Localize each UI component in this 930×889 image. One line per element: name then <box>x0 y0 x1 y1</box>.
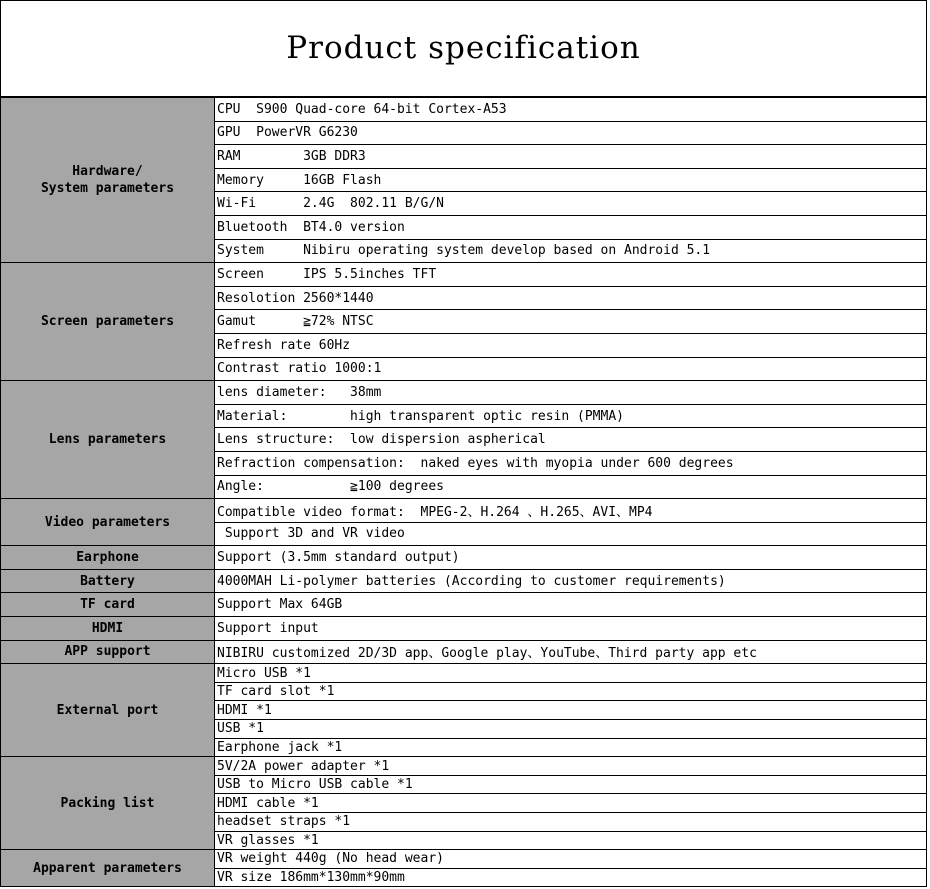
category-cell <box>1 98 215 263</box>
category-cell <box>1 640 215 664</box>
spec-value: NIBIRU customized 2D/3D app、Google play、YouTube、Third party app etc <box>215 640 927 664</box>
spec-value: Compatible video format: MPEG-2、H.264 、H.265、AVI、MP4 <box>215 499 927 523</box>
category-label: Battery <box>80 573 135 589</box>
table-row <box>1 850 927 869</box>
category-cell <box>1 757 215 850</box>
spec-table <box>0 97 927 887</box>
spec-value: HDMI *1 <box>215 701 927 720</box>
spec-value: Contrast ratio 1000:1 <box>215 357 927 381</box>
spec-value: Angle: ≧100 degrees <box>215 475 927 499</box>
spec-value: HDMI cable *1 <box>215 794 927 813</box>
spec-value: TF card slot *1 <box>215 682 927 701</box>
category-label: Earphone <box>76 550 139 566</box>
table-row <box>1 98 927 122</box>
table-row <box>1 263 927 287</box>
category-cell <box>1 617 215 641</box>
category-cell <box>1 381 215 499</box>
category-label: Hardware/ System parameters <box>40 164 175 197</box>
table-row <box>1 593 927 617</box>
spec-value: Earphone jack *1 <box>215 738 927 757</box>
spec-value: GPU PowerVR G6230 <box>215 121 927 145</box>
category-label: External port <box>56 702 159 718</box>
table-row <box>1 664 927 683</box>
spec-value: lens diameter: 38mm <box>215 381 927 405</box>
spec-value: 4000MAH Li-polymer batteries (According to customer requirements) <box>215 569 927 593</box>
table-row <box>1 640 927 664</box>
spec-value: VR size 186mm*130mm*90mm <box>215 868 927 887</box>
spec-value: Refresh rate 60Hz <box>215 333 927 357</box>
category-label: APP support <box>64 644 151 660</box>
spec-value: Micro USB *1 <box>215 664 927 683</box>
spec-value: RAM 3GB DDR3 <box>215 145 927 169</box>
category-label: Video parameters <box>44 514 171 530</box>
category-cell <box>1 499 215 546</box>
spec-value: 5V/2A power adapter *1 <box>215 757 927 776</box>
category-cell <box>1 263 215 381</box>
spec-value: Material: high transparent optic resin (PMMA) <box>215 404 927 428</box>
spec-value: VR weight 440g (No head wear) <box>215 850 927 869</box>
table-row <box>1 569 927 593</box>
category-label: Packing list <box>60 795 155 811</box>
page-title: Product specification <box>286 30 641 66</box>
spec-value: Support Max 64GB <box>215 593 927 617</box>
spec-value: Resolotion 2560*1440 <box>215 286 927 310</box>
category-cell <box>1 569 215 593</box>
spec-value: Support input <box>215 617 927 641</box>
table-row <box>1 381 927 405</box>
spec-value: CPU S900 Quad-core 64-bit Cortex-A53 <box>215 98 927 122</box>
category-cell <box>1 546 215 570</box>
category-cell <box>1 850 215 887</box>
spec-value: USB to Micro USB cable *1 <box>215 775 927 794</box>
spec-value: Refraction compensation: naked eyes with myopia under 600 degrees <box>215 451 927 475</box>
spec-value: Screen IPS 5.5inches TFT <box>215 263 927 287</box>
spec-value: USB *1 <box>215 720 927 739</box>
spec-value: VR glasses *1 <box>215 831 927 850</box>
spec-value: Support (3.5mm standard output) <box>215 546 927 570</box>
spec-value: Gamut ≧72% NTSC <box>215 310 927 334</box>
title-box <box>0 0 927 97</box>
spec-value: headset straps *1 <box>215 813 927 832</box>
spec-value: Memory 16GB Flash <box>215 168 927 192</box>
category-label: TF card <box>80 597 135 613</box>
spec-value: Bluetooth BT4.0 version <box>215 215 927 239</box>
category-cell <box>1 593 215 617</box>
spec-value: System Nibiru operating system develop based on Android 5.1 <box>215 239 927 263</box>
category-label: HDMI <box>91 620 124 636</box>
table-row <box>1 617 927 641</box>
category-label: Lens parameters <box>48 432 167 448</box>
spec-value: Wi-Fi 2.4G 802.11 B/G/N <box>215 192 927 216</box>
category-cell <box>1 664 215 757</box>
table-row <box>1 757 927 776</box>
spec-value: Lens structure: low dispersion aspherical <box>215 428 927 452</box>
category-label: Screen parameters <box>40 314 175 330</box>
table-row <box>1 546 927 570</box>
category-label: Apparent parameters <box>33 860 182 876</box>
table-row <box>1 499 927 523</box>
spec-value: Support 3D and VR video <box>215 522 927 546</box>
